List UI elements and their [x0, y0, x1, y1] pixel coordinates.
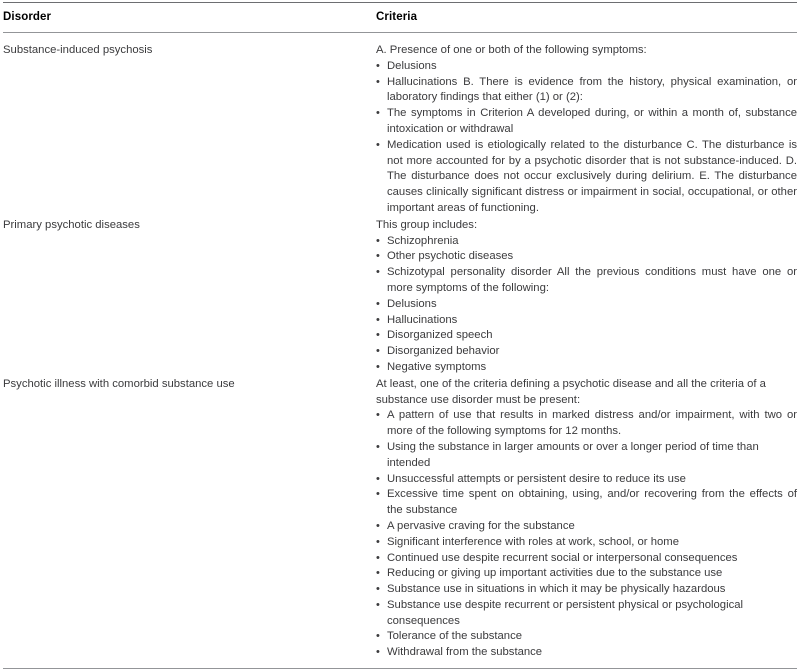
row-cell-disorder — [3, 218, 376, 234]
list-item: • Unsuccessful attempts or persistent desire to reduce its use — [376, 472, 797, 488]
criteria-table — [0, 2, 800, 669]
list-item: • Hallucinations B. There is evidence from the history, physical examination, or laboratory findings that either (1) or (2): — [376, 75, 797, 107]
list-item: • Schizophrenia — [376, 234, 797, 250]
row-cell-disorder — [3, 43, 376, 59]
list-item: • A pattern of use that results in marked distress and/or impairment, with two or more of the following symptoms for 12 months. — [376, 408, 797, 440]
header-cell-disorder — [3, 10, 376, 24]
criteria-bullet-list — [376, 59, 797, 217]
column-header-disorder: Disorder — [3, 11, 52, 23]
list-item: • Disorganized speech — [376, 328, 797, 344]
list-item: • Other psychotic diseases — [376, 249, 797, 265]
disorder-name: Primary psychotic diseases — [3, 218, 140, 231]
list-item: • Tolerance of the substance — [376, 629, 797, 645]
list-item: • Continued use despite recurrent social or interpersonal consequences — [376, 551, 797, 567]
list-item: • Negative symptoms — [376, 360, 797, 376]
table-row — [3, 33, 797, 217]
criteria-bullet-list — [376, 408, 797, 661]
row-cell-criteria — [376, 377, 797, 661]
criteria-bullet-list — [376, 234, 797, 376]
table-row — [3, 377, 797, 661]
criteria-content — [376, 43, 797, 217]
list-item: • Excessive time spent on obtaining, using, and/or recovering from the effects of the substance — [376, 487, 797, 519]
list-item: • Using the substance in larger amounts or over a longer period of time than intended — [376, 440, 797, 472]
criteria-lead-text: This group includes: — [376, 218, 478, 231]
criteria-lead-text: At least, one of the criteria defining a psychotic disease and all the criteria of a substance use disorder must be present: — [376, 377, 766, 406]
row-cell-criteria — [376, 43, 797, 217]
disorder-name: Substance-induced psychosis — [3, 44, 153, 56]
list-item: • Reducing or giving up important activities due to the substance use — [376, 566, 797, 582]
table-header-row — [3, 3, 797, 32]
list-item: • A pervasive craving for the substance — [376, 519, 797, 535]
bottom-spacer — [3, 661, 797, 668]
list-item: • Substance use in situations in which it may be physically hazardous — [376, 582, 797, 598]
header-cell-criteria — [376, 10, 797, 24]
criteria-content — [376, 218, 797, 376]
list-item: • Delusions — [376, 59, 797, 75]
list-item: • The symptoms in Criterion A developed during, or within a month of, substance intoxication or withdrawal — [376, 106, 797, 138]
list-item: • Delusions — [376, 297, 797, 313]
table-row — [3, 218, 797, 376]
criteria-lead-text: A. Presence of one or both of the following symptoms: — [376, 44, 647, 56]
list-item: • Disorganized behavior — [376, 344, 797, 360]
list-item: • Hallucinations — [376, 313, 797, 329]
list-item: • Withdrawal from the substance — [376, 645, 797, 661]
list-item: • Substance use despite recurrent or persistent physical or psychological consequences — [376, 598, 797, 630]
list-item: • Significant interference with roles at work, school, or home — [376, 535, 797, 551]
column-header-criteria: Criteria — [376, 11, 418, 23]
criteria-content — [376, 377, 797, 661]
row-cell-disorder — [3, 377, 376, 393]
list-item: • Schizotypal personality disorder All the previous conditions must have one or more symptoms of the following: — [376, 265, 797, 297]
row-cell-criteria — [376, 218, 797, 376]
disorder-name: Psychotic illness with comorbid substance use — [3, 377, 235, 390]
list-item: • Medication used is etiologically related to the disturbance C. The disturbance is not more accounted for by a psychotic disorder that is not substance-induced. D. The disturbance does not occur exclusively during delirium. E. The disturbance causes clinically significant distress or impairment in social, occupational, or other important areas of functioning. — [376, 138, 797, 217]
